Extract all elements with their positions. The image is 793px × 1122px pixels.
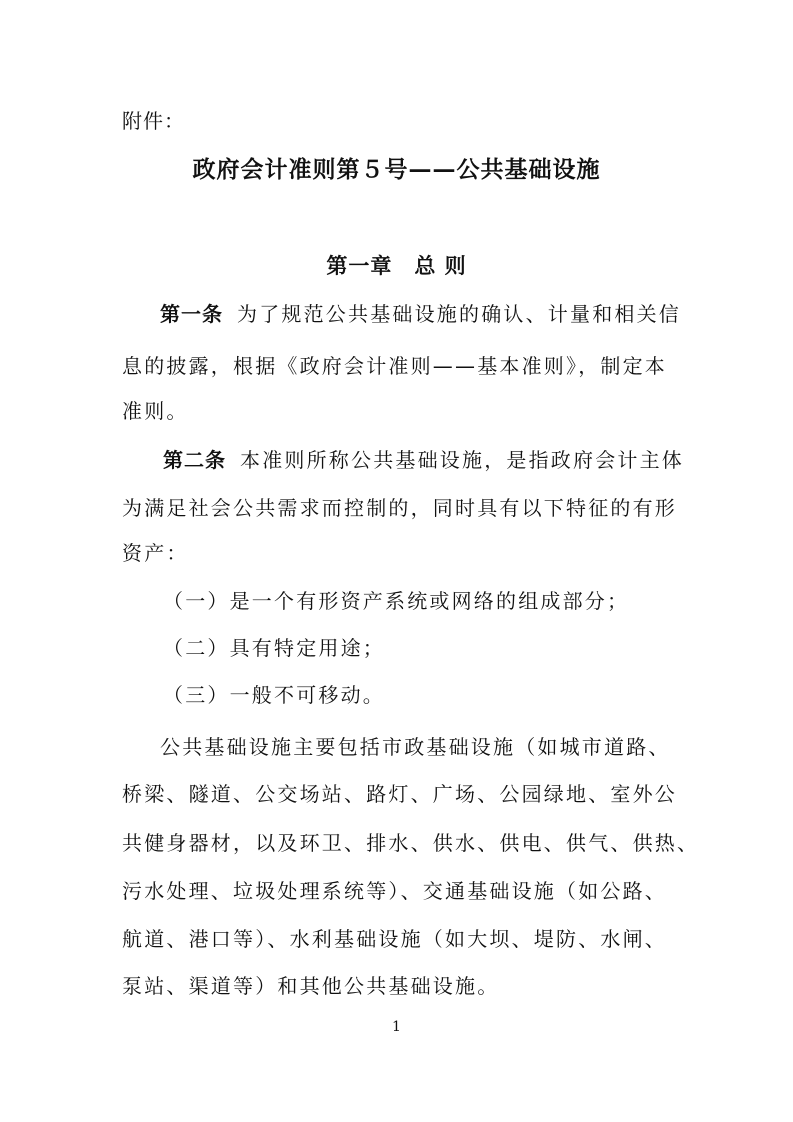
article-2-text-1: 本准则所称公共基础设施，是指政府会计主体 — [240, 448, 684, 472]
article-1-line-1 — [160, 300, 681, 328]
page-number: 1 — [392, 1019, 401, 1035]
article-2-heading: 第二条 — [163, 448, 226, 472]
attachment-label: 附件： — [122, 109, 185, 133]
chapter-heading — [0, 252, 793, 280]
article-2-line-2: 为满足社会公共需求而控制的，同时具有以下特征的有形 — [122, 496, 677, 520]
paragraph-line-1: 公共基础设施主要包括市政基础设施（如城市道路、 — [160, 735, 671, 759]
chapter-number: 第一章 — [326, 253, 393, 278]
document-title: 政府会计准则第５号——公共基础设施 — [192, 156, 601, 183]
paragraph-line-2: 桥梁、隧道、公交场站、路灯、广场、公园绿地、室外公 — [122, 782, 677, 806]
article-2-item-2: （二）具有特定用途； — [163, 636, 385, 660]
chapter-name: 总 则 — [414, 253, 467, 278]
paragraph-line-3: 共健身器材，以及环卫、排水、供水、供电、供气、供热、 — [122, 831, 700, 855]
article-1-line-3: 准则。 — [122, 399, 189, 423]
article-2-line-3: 资产： — [122, 541, 189, 565]
article-1-text-1: 为了规范公共基础设施的确认、计量和相关信 — [237, 302, 681, 326]
article-2-item-3: （三）一般不可移动。 — [163, 683, 385, 707]
paragraph-line-4: 污水处理、垃圾处理系统等）、交通基础设施（如公路、 — [122, 879, 667, 903]
paragraph-line-5: 航道、港口等）、水利基础设施（如大坝、堤防、水闸、 — [122, 927, 667, 951]
article-2-item-1: （一）是一个有形资产系统或网络的组成部分； — [163, 589, 630, 613]
article-1-line-2: 息的披露，根据《政府会计准则——基本准则》，制定本 — [122, 354, 667, 378]
paragraph-line-6: 泵站、渠道等）和其他公共基础设施。 — [122, 974, 500, 998]
article-2-line-1 — [163, 446, 684, 474]
article-1-heading: 第一条 — [160, 302, 223, 326]
